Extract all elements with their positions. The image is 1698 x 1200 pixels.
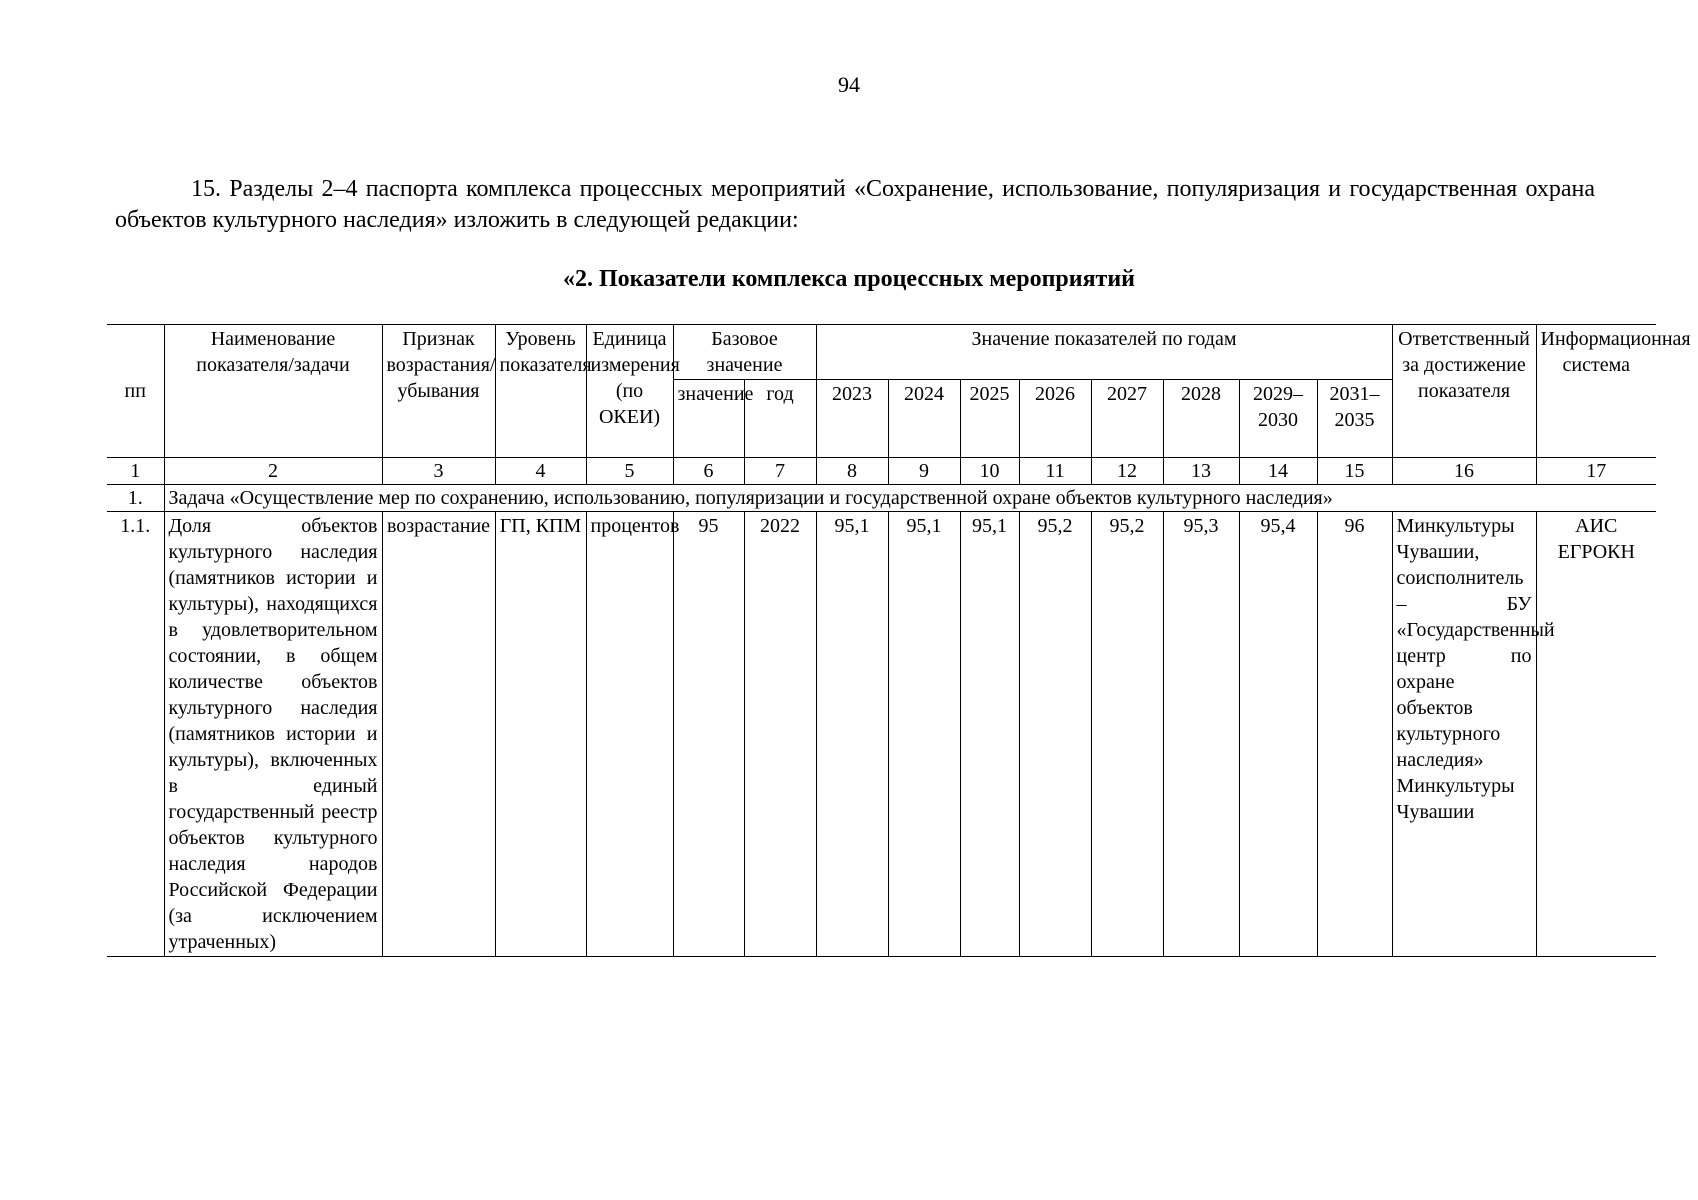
column-number: 11 — [1019, 458, 1091, 485]
column-number: 6 — [673, 458, 744, 485]
header-sign: Признак возрастания/убывания — [382, 325, 495, 458]
section-title: «2. Показатели комплекса процессных мероприятий — [562, 266, 1135, 292]
header-year: 2027 — [1091, 380, 1163, 458]
responsible: Минкультуры Чувашии, соисполнитель – БУ «Государственный центр по охране объектов культурного наследия» Минкультуры Чувашии — [1392, 512, 1536, 957]
column-number: 4 — [495, 458, 586, 485]
indicators-table — [107, 324, 1691, 957]
header-year: 2023 — [816, 380, 888, 458]
year-value: 95,3 — [1163, 512, 1239, 957]
year-value: 96 — [1317, 512, 1392, 957]
year-value: 95,2 — [1091, 512, 1163, 957]
column-number: 3 — [382, 458, 495, 485]
header-base-year: год — [744, 380, 816, 458]
header-base: Базовое значение — [673, 325, 816, 380]
row-number: 1.1. — [107, 512, 164, 957]
column-number: 12 — [1091, 458, 1163, 485]
page-number: 94 — [838, 72, 860, 97]
column-number: 17 — [1536, 458, 1656, 485]
header-responsible: Ответственный за достижение показателя — [1392, 325, 1536, 458]
indicator-unit: процентов — [586, 512, 673, 957]
header-unit: Единица измерения (по ОКЕИ) — [586, 325, 673, 458]
task-text-cell — [164, 485, 1656, 512]
indicator-sign: возрастание — [382, 512, 495, 957]
indicator-level: ГП, КПМ — [495, 512, 586, 957]
indicator-name: Доля объектов культурного наследия (памятников истории и культуры), находящихся в удовлетворительном состоянии, в общем количестве объектов культурного наследия (памятников истории и культуры), включенных в единый государственный реестр объектов культурного наследия народов Российской Федерации (за исключением утраченных) — [164, 512, 382, 957]
column-number: 8 — [816, 458, 888, 485]
header-info-system: Информационная система — [1536, 325, 1656, 458]
header-years-group: Значение показателей по годам — [816, 325, 1392, 380]
header-name: Наименование показателя/задачи — [164, 325, 382, 458]
header-year: 2025 — [960, 380, 1019, 458]
base-year: 2022 — [744, 512, 816, 957]
header-base-value: значение — [673, 380, 744, 458]
header-year: 2024 — [888, 380, 960, 458]
column-number: 10 — [960, 458, 1019, 485]
info-system: АИС ЕГРОКН — [1536, 512, 1656, 957]
year-value: 95,2 — [1019, 512, 1091, 957]
column-number: 16 — [1392, 458, 1536, 485]
header-level: Уровень показателя — [495, 325, 586, 458]
column-number: 7 — [744, 458, 816, 485]
table-row — [107, 512, 1656, 957]
column-numbers-row — [107, 458, 1656, 485]
intro-paragraph: 15. Разделы 2–4 паспорта комплекса процессных мероприятий «Сохранение, использование, популяризация и государственная охрана объектов культурного наследия» изложить в следующей редакции: — [115, 176, 1595, 233]
task-row — [107, 485, 1656, 512]
task-text: Задача «Осуществление мер по сохранению, использованию, популяризации и государственной охране объектов культурного наследия» — [168, 487, 1333, 509]
header-year: 2026 — [1019, 380, 1091, 458]
year-value: 95,4 — [1239, 512, 1317, 957]
header-pp: пп — [107, 325, 164, 458]
column-number: 15 — [1317, 458, 1392, 485]
year-value: 95,1 — [888, 512, 960, 957]
header-year: 2031–2035 — [1317, 380, 1392, 458]
header-year: 2028 — [1163, 380, 1239, 458]
column-number: 2 — [164, 458, 382, 485]
header-year: 2029–2030 — [1239, 380, 1317, 458]
column-number: 13 — [1163, 458, 1239, 485]
column-number: 1 — [107, 458, 164, 485]
year-value: 95,1 — [960, 512, 1019, 957]
task-number: 1. — [107, 485, 164, 512]
base-value: 95 — [673, 512, 744, 957]
column-number: 5 — [586, 458, 673, 485]
column-number: 14 — [1239, 458, 1317, 485]
year-value: 95,1 — [816, 512, 888, 957]
column-number: 9 — [888, 458, 960, 485]
